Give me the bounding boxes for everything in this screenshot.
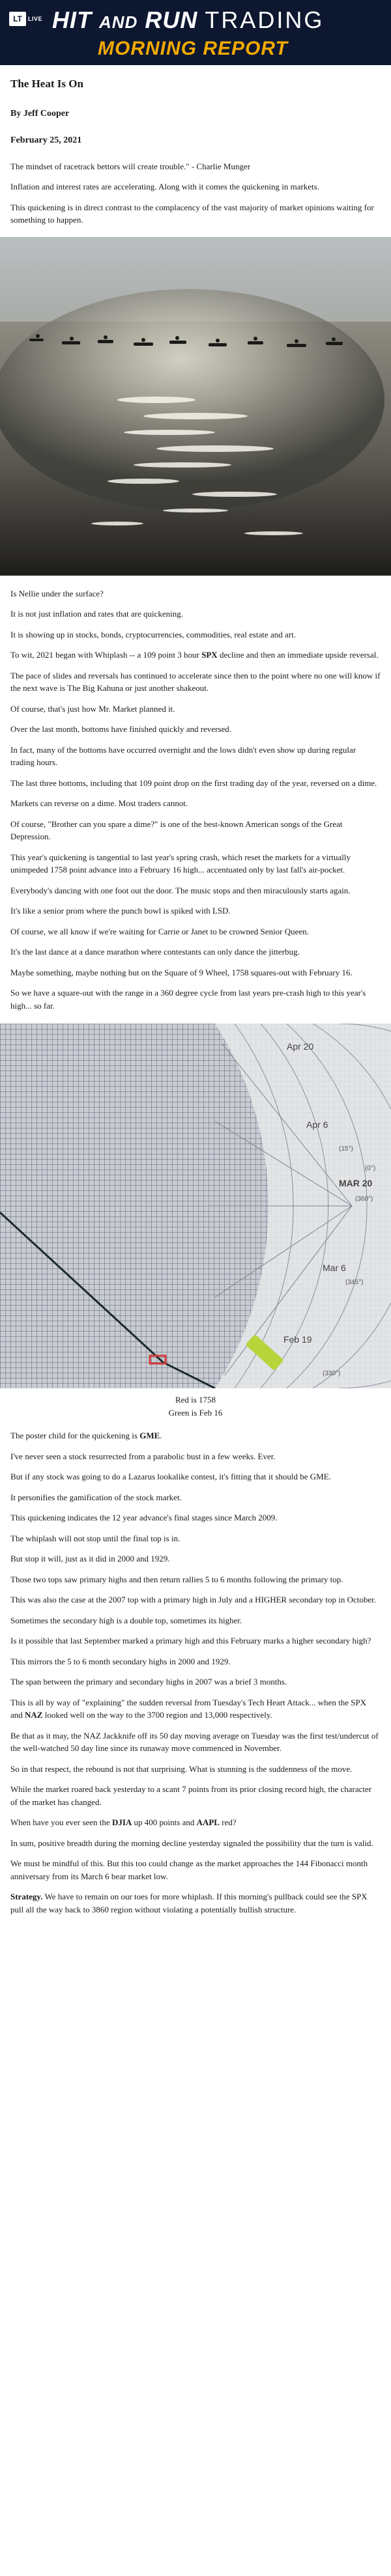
wheel-degree: (0°) <box>365 1165 376 1172</box>
paragraph: The poster child for the quickening is GME. <box>10 1431 162 1440</box>
paragraph: Of course, "Brother can you spare a dime?" is one of the best-known American songs of the Great Depression. <box>10 819 343 841</box>
banner-title-hit: HIT <box>52 7 92 33</box>
paragraph: This year's quickening is tangential to last year's spring crash, which reset the markets for a virtually unimpeded 1758 point advance into a February 16 high... accentuated only by last fall's air-pocket. <box>10 852 351 875</box>
paragraph: Of course, that's just how Mr. Market planned it. <box>10 703 175 714</box>
paragraph: When have you ever seen the DJIA up 400 points and AAPL red? <box>10 1817 237 1827</box>
banner-title-and: AND <box>99 12 138 32</box>
paragraph: It personifies the gamification of the stock market. <box>10 1492 182 1502</box>
paragraph: Sometimes the secondary high is a double top, sometimes its higher. <box>10 1615 242 1625</box>
paragraph: The mindset of racetrack bettors will create trouble." - Charlie Munger <box>10 161 251 171</box>
paragraph: Inflation and interest rates are accelerating. Along with it comes the quickening in markets. <box>10 182 319 191</box>
paragraph: This quickening indicates the 12 year advance's final stages since March 2009. <box>10 1513 278 1522</box>
paragraph: I've never seen a stock resurrected from a parabolic bust in a few weeks. Ever. <box>10 1451 276 1461</box>
paragraph: This quickening is in direct contrast to the complacency of the vast majority of market opinions waiting for something to happen. <box>10 202 374 225</box>
paragraph: Is Nellie under the surface? <box>10 588 104 598</box>
paragraph: Strategy. We have to remain on our toes for more whiplash. If this morning's pullback could see the SPX pull all the way back to 3860 region without violating a potentially bullish structure. <box>10 1892 368 1914</box>
wheel-label: Apr 6 <box>306 1119 328 1130</box>
paragraph: So in that respect, the rebound is not that surprising. What is stunning is the suddenness of the move. <box>10 1763 353 1774</box>
paragraph: So we have a square-out with the range in a 360 degree cycle from last years pre-crash high to this year's high... so far. <box>10 988 366 1011</box>
lt-live-logo <box>9 12 42 26</box>
wheel-caption <box>10 1393 381 1419</box>
paragraph: While the market roared back yesterday to a scant 7 points from its prior closing record high, the character of the market has changed. <box>10 1784 372 1807</box>
wheel-label: Feb 19 <box>283 1334 312 1345</box>
wheel-label: Apr 20 <box>287 1041 314 1052</box>
paragraph: Those two tops saw primary highs and then return rallies 5 to 6 months following the primary top. <box>10 1574 343 1584</box>
paragraph: The pace of slides and reversals has continued to accelerate since then to the point where no one will know if the next wave is The Big Kahuna or just another shakeout. <box>10 670 381 693</box>
banner-subtitle: MORNING REPORT <box>98 38 288 59</box>
paragraph: But if any stock was going to do a Lazarus lookalike contest, it's fitting that it should be GME. <box>10 1472 331 1481</box>
banner-title <box>52 7 324 34</box>
paragraph: We must be mindful of this. But this too could change as the market approaches the 144 Fibonacci month anniversary from its March 6 bear market low. <box>10 1858 368 1881</box>
ticker-djia: DJIA <box>111 1817 132 1827</box>
paragraph: It is not just inflation and rates that are quickening. <box>10 609 183 619</box>
ticker-aapl: AAPL <box>196 1817 220 1827</box>
paragraph: It is showing up in stocks, bonds, cryptocurrencies, commodities, real estate and art. <box>10 629 296 639</box>
paragraph: This was also the case at the 2007 top with a primary high in July and a HIGHER secondary top in October. <box>10 1595 377 1604</box>
ticker-naz: NAZ <box>25 1710 43 1720</box>
paragraph: But stop it will, just as it did in 2000 and 1929. <box>10 1554 170 1563</box>
wheel-label: MAR 20 <box>339 1178 373 1188</box>
caption-red: Red is 1758 <box>175 1395 216 1405</box>
banner-title-trading: TRADING <box>205 7 325 33</box>
caption-green: Green is Feb 16 <box>168 1407 223 1418</box>
paragraph: To wit, 2021 began with Whiplash -- a 109 point 3 hour SPX decline and then an immediate upside reversal. <box>10 650 379 660</box>
ticker-spx: SPX <box>201 650 218 660</box>
paragraph: This mirrors the 5 to 6 month secondary highs in 2000 and 1929. <box>10 1656 231 1666</box>
article-title: The Heat Is On <box>10 77 83 90</box>
paragraph: Markets can reverse on a dime. Most traders cannot. <box>10 798 188 808</box>
paragraph: In sum, positive breadth during the morning decline yesterday signaled the possibility that the turn is valid. <box>10 1838 373 1848</box>
paragraph: The last three bottoms, including that 109 point drop on the first trading day of the year, reversed on a dime. <box>10 777 377 788</box>
paragraph: In fact, many of the bottoms have occurred overnight and the lows didn't even show up during regular trading hours. <box>10 744 356 767</box>
lt-logo-box: LT <box>9 12 26 26</box>
wheel-label: Mar 6 <box>323 1263 346 1273</box>
ticker-gme: GME <box>139 1431 160 1440</box>
paragraph: Over the last month, bottoms have finished quickly and reversed. <box>10 724 232 734</box>
paragraph: Everybody's dancing with one foot out the door. The music stops and then miraculously starts again. <box>10 885 351 895</box>
wheel-degree: (15°) <box>339 1145 353 1153</box>
report-banner <box>0 0 391 65</box>
paragraph: The span between the primary and secondary highs in 2007 was a brief 3 months. <box>10 1677 287 1687</box>
wheel-degree: (360°) <box>355 1196 373 1203</box>
paragraph: Is it possible that last September marked a primary high and this February marks a higher secondary high? <box>10 1636 371 1645</box>
paragraph: It's the last dance at a dance marathon where contestants can only dance the jitterbug. <box>10 947 300 957</box>
paragraph: The whiplash will not stop until the final top is in. <box>10 1533 181 1543</box>
paragraph: Maybe something, maybe nothing but on the Square of 9 Wheel, 1758 squares-out with February 16. <box>10 967 353 977</box>
paragraph: Be that as it may, the NAZ Jackknife off its 50 day moving average on Tuesday was the first test/undercut of the well-watched 50 day line since its runaway move commenced in November. <box>10 1730 379 1753</box>
paragraph: This is all by way of "explaining" the sudden reversal from Tuesday's Tech Heart Attack... when the SPX and NAZ looked well on the way to the 3700 region and 13,000 respectively. <box>10 1697 367 1720</box>
paragraph: It's like a senior prom where the punch bowl is spiked with LSD. <box>10 906 231 916</box>
square-of-nine-wheel-photo <box>0 1024 391 1388</box>
sea-rowers-photo <box>0 237 391 576</box>
wheel-degree: (330°) <box>323 1370 341 1377</box>
paragraph: Of course, we all know if we're waiting for Carrie or Janet to be crowned Senior Queen. <box>10 926 309 936</box>
wheel-degree: (345°) <box>345 1279 364 1286</box>
article-byline: By Jeff Cooper <box>10 108 70 119</box>
live-label: LIVE <box>28 16 43 22</box>
article-body <box>0 76 391 1916</box>
strategy-label: Strategy. <box>10 1892 43 1901</box>
banner-title-run: RUN <box>145 7 198 33</box>
article-date: February 25, 2021 <box>10 135 82 145</box>
